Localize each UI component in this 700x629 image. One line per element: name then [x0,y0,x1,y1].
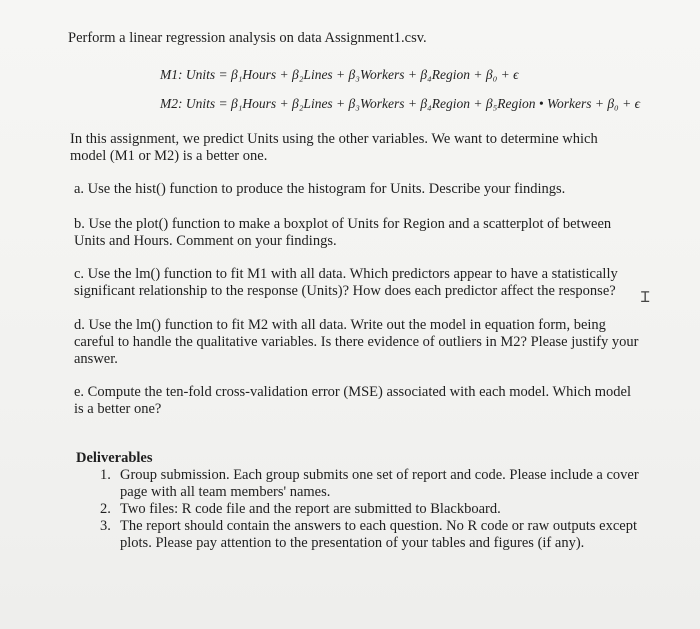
intro-text: Perform a linear regression analysis on data Assignment1.csv. [68,30,427,46]
question-d-line-3: answer. [74,351,118,367]
question-b-line-2: Units and Hours. Comment on your findings. [74,233,337,249]
question-c-line-1: c. Use the lm() function to fit M1 with all data. Which predictors appear to have a statistically [74,266,618,282]
deliverable-3-line-1: The report should contain the answers to each question. No R code or raw outputs except [120,518,638,534]
question-c-line-2: significant relationship to the response (Units)? How does each predictor affect the response? [74,283,616,299]
model-m2-equation: M2: Units = β₁Hours + β₂Lines + β₃Workers + β₄Region + β₅Region • Workers + β₀ + ϵ [160,96,641,111]
assignment-text-line-1: In this assignment, we predict Units using the other variables. We want to determine which [70,131,598,147]
assignment-text-line-2: model (M1 or M2) is a better one. [70,148,268,164]
deliverable-1-line-1: Group submission. Each group submits one set of report and code. Please include a cover [120,467,639,483]
model-m1-equation: M1: Units = β₁Hours + β₂Lines + β₃Workers + β₄Region + β₀ + ϵ [160,67,519,82]
deliverables-heading: Deliverables [76,450,153,466]
deliverable-2-number: 2. [100,501,111,517]
deliverable-1-line-2: page with all team members' names. [120,484,331,500]
deliverable-3-line-2: plots. Please pay attention to the presentation of your tables and figures (if any). [120,535,585,551]
question-d-line-2: careful to handle the qualitative variables. Is there evidence of outliers in M2? Please justify your [74,334,639,350]
question-e-line-2: is a better one? [74,401,162,417]
text-cursor-icon: Ɪ [641,288,650,306]
deliverable-3-number: 3. [100,518,111,534]
deliverable-2-line-1: Two files: R code file and the report are submitted to Blackboard. [120,501,501,517]
deliverable-1-number: 1. [100,467,111,483]
question-d-line-1: d. Use the lm() function to fit M2 with all data. Write out the model in equation form, being [74,317,606,333]
question-e-line-1: e. Compute the ten-fold cross-validation error (MSE) associated with each model. Which model [74,384,632,400]
question-a-line-1: a. Use the hist() function to produce the histogram for Units. Describe your findings. [74,181,566,197]
question-b-line-1: b. Use the plot() function to make a boxplot of Units for Region and a scatterplot of between [74,216,612,232]
